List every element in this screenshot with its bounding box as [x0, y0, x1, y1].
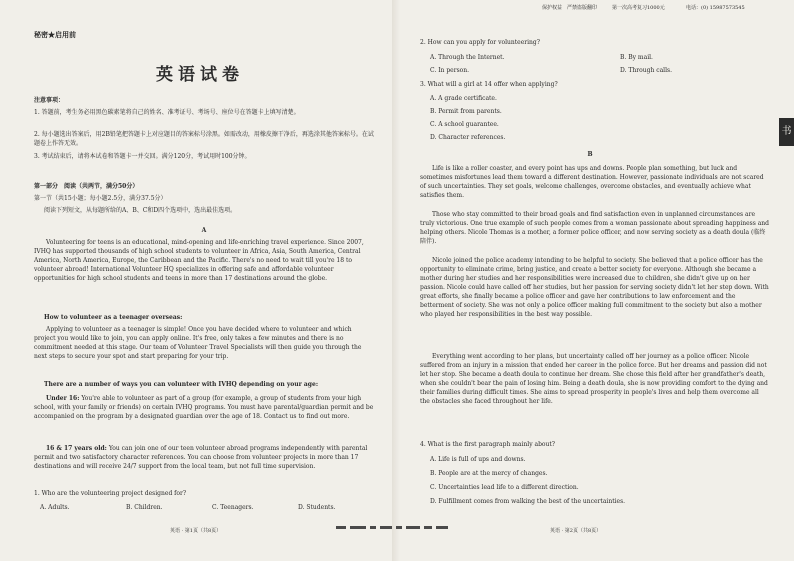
question-2: 2. How can you apply for volunteering? — [420, 39, 540, 46]
left-page-footer: 英语 · 第1页（共8页） — [170, 528, 222, 534]
question-3-option-b[interactable]: B. Permit from parents. — [430, 108, 502, 115]
question-1: 1. Who are the volunteering project designed for? — [34, 490, 187, 497]
header-phone: 电话：(0) 15987573545 — [686, 5, 745, 11]
instruction: 阅读下列短文，从每题所给的A、B、C和D四个选项中，选出最佳选项。 — [44, 207, 237, 214]
notice-heading: 注意事项： — [34, 97, 65, 104]
ways-heading: There are a number of ways you can volunteer with IVHQ depending on your age: — [44, 381, 319, 388]
secret-tag: 秘密★启用前 — [34, 30, 76, 39]
age-16-17-text: You can join one of our teen volunteer abroad programs independently with parental permit and two satisfactory character references. You can choose from volunteer projects in more than 17 destinations and will receive 24/7 support from the local team, but not full time supervision. — [34, 445, 368, 470]
registration-mark — [370, 526, 376, 529]
registration-mark — [336, 526, 346, 529]
question-4-option-d[interactable]: D. Fulfillment comes from walking the best of the uncertainties. — [430, 498, 626, 505]
right-page — [400, 0, 772, 561]
question-4-option-b[interactable]: B. People are at the mercy of changes. — [430, 470, 548, 477]
notice-2: 2. 每小题选出答案后，用2B铅笔把答题卡上对应题目的答案标号涂黑。如需改动，用橡皮擦干净后，再选涂其他答案标号。在试题卷上作答无效。 — [34, 131, 374, 147]
question-2-option-a[interactable]: A. Through the Internet. — [430, 54, 505, 61]
question-3-option-d[interactable]: D. Character references. — [430, 134, 506, 141]
binding-edge — [772, 0, 794, 561]
question-4: 4. What is the first paragraph mainly about? — [420, 441, 556, 448]
question-3-option-c[interactable]: C. A school guarantee. — [430, 121, 499, 128]
page-gutter — [392, 0, 400, 561]
notice-1: 1. 答题前，考生务必用黑色碳素笔将自己的姓名、准考证号、考场号、座位号在答题卡上填写清楚。 — [34, 109, 300, 116]
registration-mark — [380, 526, 392, 529]
passage-a-paragraph-2: Applying to volunteer as a teenager is simple! Once you have decided where to volunteer and which project you would like to join, you can apply online. It's free, only takes a few minutes and there is no commitment needed at this stage. Our team of Volunteer Travel Specialists will then guide you through the next steps to secure your spot and start preparing for your trip. — [34, 326, 362, 360]
question-4-option-c[interactable]: C. Uncertainties lead life to a different direction. — [430, 484, 579, 491]
section-heading: 第一节（共15小题；每小题2.5分，满分37.5分） — [34, 195, 167, 202]
passage-b-paragraph-2: Those who stay committed to their broad goals and find satisfaction even in unplanned circumstances are truly victorious. One true example of such people comes from a woman passionate about spreading happiness and helping others. Nicole Thomas is a mother, a former police officer, and now serving society as a death doula (临终陪伴). — [420, 211, 769, 245]
binding-tab: 书 — [779, 118, 794, 146]
passage-b-paragraph-4: Everything went according to her plans, but uncertainty called off her journey as a police officer. Nicole suffered from an injury in a mission that ended her career in the police force. But her dreams and passion did not let her stop. She became a death doula to continue her dream. She chose this field after her grandfather's death, when she couldn't bear the pain of losing him. Being a death doula, she is now providing comfort to the dying and their families during difficult times. She aims to spread prosperity in people's lives and help them overcome all the obstacles she faced throughout her life. — [420, 353, 768, 405]
passage-b-paragraph-1: Life is like a roller coaster, and every point has ups and downs. People plan something, but luck and sometimes misfortunes lead them toward a different destination. However, passionate individuals are not scared of such uncertainties. They set goals, welcome challenges, overcome obstacles, and eventually achieve what satisfies them. — [420, 165, 764, 199]
passage-a-paragraph-1: Volunteering for teens is an educational, mind-opening and life-enriching travel experience. Since 2007, IVHQ has supported thousands of high school students to volunteer in Africa, Asia, South America, Central America, North America, Europe, the Caribbean and the Pacific. There's no need to wait till you're 18 to volunteer abroad! International Volunteer HQ specializes in offering safe and affordable volunteer opportunities for high school students and teens in more than 17 destinations around the globe. — [34, 239, 364, 282]
passage-b-paragraph-3: Nicole joined the police academy intending to be helpful to society. She believed that a police officer has the opportunity to eliminate crime, bring justice, and create a better society for everyone. Although she became a mother during her studies and her responsibilities were increased due to children, she didn't give up on her passion. Nicole could have called off her studies, but her passion for serving society didn't let her step down. With great efforts, she finally became a police officer and gave her contributions to law enforcement and the betterment of society. She was not only a police officer making full commitment to the society but also a mother who played her responsibilities in the best way possible. — [420, 257, 769, 318]
left-page — [0, 0, 392, 561]
question-4-option-a[interactable]: A. Life is full of ups and downs. — [430, 456, 526, 463]
exam-title: 英语试卷 — [156, 65, 244, 85]
question-1-option-a[interactable]: A. Adults. — [40, 504, 70, 511]
question-3: 3. What will a girl at 14 offer when applying? — [420, 81, 558, 88]
question-1-option-c[interactable]: C. Teenagers. — [212, 504, 254, 511]
notice-3: 3. 考试结束后，请将本试卷和答题卡一并交回。满分120分，考试用时100分钟。 — [34, 153, 251, 160]
registration-mark — [350, 526, 366, 529]
passage-a-label: A — [201, 227, 207, 234]
age-16-17-paragraph — [34, 444, 374, 471]
under-16-label: Under 16: — [46, 395, 80, 402]
question-3-option-a[interactable]: A. A grade certificate. — [430, 95, 497, 102]
age-16-17-label: 16 & 17 years old: — [46, 445, 107, 452]
question-2-option-c[interactable]: C. In person. — [430, 67, 470, 74]
question-1-option-d[interactable]: D. Students. — [298, 504, 336, 511]
header-promo: 第一次高考复习1000元 — [612, 5, 665, 11]
question-2-option-b[interactable]: B. By mail. — [620, 54, 653, 61]
right-page-footer: 英语 · 第2页（共8页） — [550, 528, 602, 534]
passage-b-label: B — [587, 151, 593, 158]
part-heading: 第一部分 阅读（共两节，满分50分） — [34, 183, 139, 190]
under-16-paragraph — [34, 394, 374, 421]
question-2-option-d[interactable]: D. Through calls. — [620, 67, 672, 74]
question-1-option-b[interactable]: B. Children. — [126, 504, 163, 511]
under-16-text: You're able to volunteer as part of a group (for example, a group of students from your high school, with your family or friends) on certain IVHQ programs. You must have parental/guardian permit and be accompanied on the program by a designated guardian over the age of 18. Contact us to find out more. — [34, 395, 374, 420]
header-notice: 保护权益 严禁盗版翻印 — [542, 5, 598, 11]
how-to-volunteer-heading: How to volunteer as a teenager overseas: — [44, 314, 183, 321]
